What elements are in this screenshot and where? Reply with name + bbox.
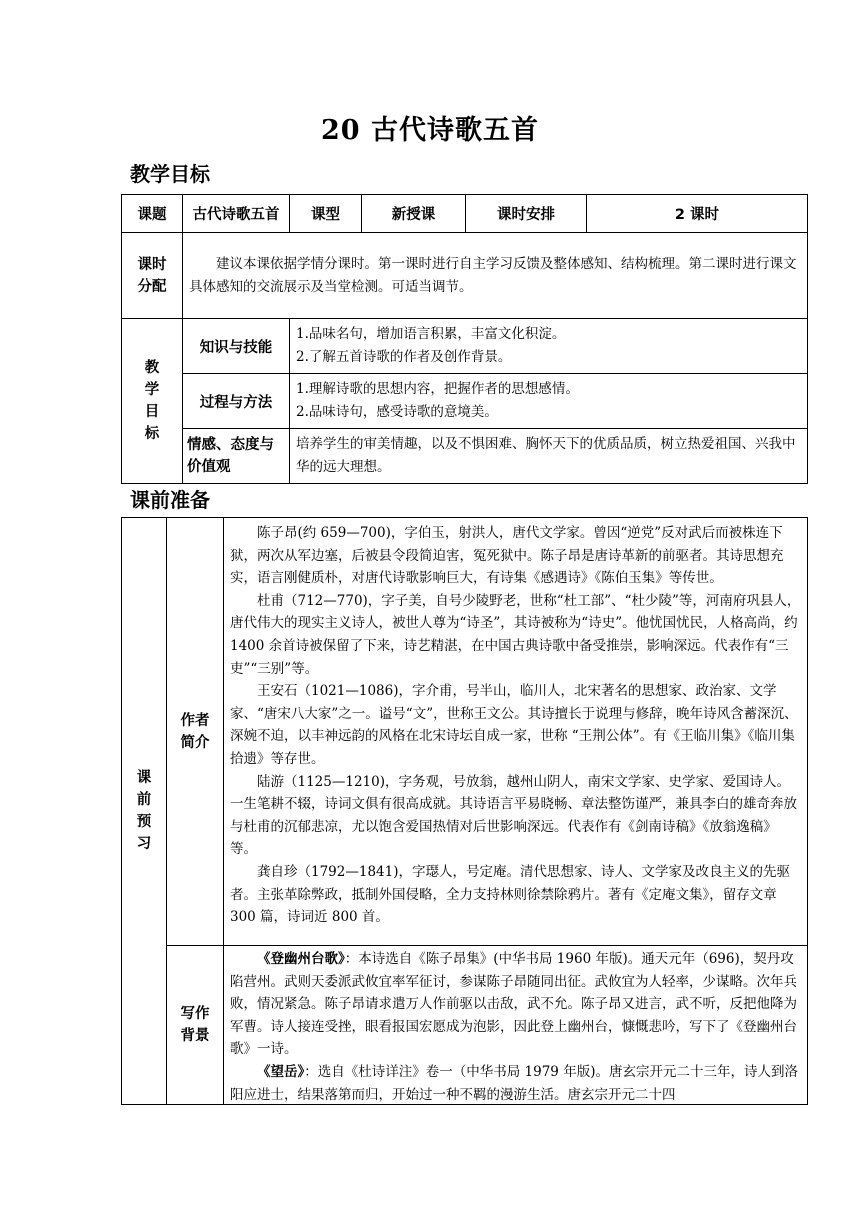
objective-label-process: 过程与方法 [183,374,290,429]
type-value: 新授课 [362,195,466,233]
allocation-label: 课时 分配 [122,233,183,319]
authors-label: 作者 简介 [167,518,224,946]
background-label: 写作 背景 [167,946,224,1105]
section-heading-goals: 教学目标 [130,162,210,186]
allocation-text: 建议本课依据学情分课时。第一课时进行自主学习反馈及整体感知、结构梳理。第二课时进行课文具体感知的交流展示及当堂检测。可适当调节。 [183,233,808,319]
type-key: 课型 [290,195,362,233]
prep-table [121,517,808,1105]
objective-knowledge-text: 1.品味名句，增加语言积累，丰富文化积淀。 2.了解五首诗歌的作者及创作背景。 [290,319,808,374]
objective-label-knowledge: 知识与技能 [183,319,290,374]
background-wangyue: 《望岳》：选自《杜诗详注》卷一（中华书局 1979 年版)。唐玄宗开元二十三年，诗人到洛阳应进士，结果落第而归，开始过一种不羁的漫游生活。唐玄宗开元二十四 [230,1063,798,1103]
author-du-fu: 杜甫（712—770)，字子美，自号少陵野老，世称“杜工部”、“杜少陵”等，河南府巩县人，唐代伟大的现实主义诗人，被世人尊为“诗圣”，其诗被称为“诗史”。他忧国忧民，人格高尚，约 1400 余首诗被保留了下来，诗艺精湛，在中国古典诗歌中备受推崇，影响深远。代表作有“三吏”“三别”等。 [230,592,801,677]
objective-process-text: 1.理解诗歌的思想内容，把握作者的思想感情。 2.品味诗句，感受诗歌的意境美。 [290,374,808,429]
author-chen-ziang: 陈子昂(约 659—700)，字伯玉，射洪人，唐代文学家。曾因“逆党”反对武后而被株连下狱，两次从军边塞，后被县令段简迫害，冤死狱中。陈子昂是唐诗革新的前驱者。其诗思想充实，语言刚健质朴，对唐代诗歌影响巨大，有诗集《感遇诗》《陈伯玉集》等传世。 [230,525,784,587]
background-dengyouzhou: 《登幽州台歌》：本诗选自《陈子昂集》(中华书局 1960 年版)。通天元年（696)，契丹攻陷营州。武则天委派武攸宜率军征讨，参谋陈子昂随同出征。武攸宜为人轻率，少谋略。次年兵败，情况紧急。陈子昂请求遣万人作前驱以击敌，武不允。陈子昂又进言，武不听，反把他降为军曹。诗人接连受挫，眼看报国宏愿成为泡影，因此登上幽州台，慷慨悲吟，写下了《登幽州台歌》一诗。 [230,951,797,1058]
document-title: 20 古代诗歌五首 [321,115,539,146]
objective-label-emotion: 情感、态度与 价值观 [183,429,290,484]
objective-emotion-text: 培养学生的审美情趣，以及不惧困难、胸怀天下的优质品质，树立热爱祖国、兴我中华的远大理想。 [290,429,808,484]
objectives-side-label: 教 学 目 标 [122,319,183,484]
hours-value: 2 课时 [587,195,808,233]
author-lu-you: 陆游（1125—1210)，字务观，号放翁，越州山阴人，南宋文学家、史学家、爱国诗人。一生笔耕不辍，诗词文俱有很高成就。其诗语言平易晓畅、章法整饬谨严，兼具李白的雄奇奔放与杜甫的沉郁悲凉，尤以饱含爱国热情对后世影响深远。代表作有《剑南诗稿》《放翁逸稿》等。 [230,773,797,858]
topic-key: 课题 [122,195,183,233]
hours-key: 课时安排 [466,195,587,233]
goals-table [121,194,808,484]
authors-text [224,518,808,946]
background-text [224,946,808,1105]
section-heading-prep: 课前准备 [130,488,210,512]
topic-value: 古代诗歌五首 [183,195,290,233]
author-wang-anshi: 王安石（1021—1086)，字介甫，号半山，临川人，北宋著名的思想家、政治家、文学家、“唐宋八大家”之一。谥号“文”，世称王文公。其诗擅长于说理与修辞，晚年诗风含蓄深沉、深婉不迫，以丰神远韵的风格在北宋诗坛自成一家，世称 “王荆公体”。有《王临川集》《临川集拾遗》等存世。 [230,683,798,767]
prep-side-label: 课 前 预 习 [122,518,167,1105]
author-gong-zizhen: 龚自珍（1792—1841)，字璱人，号定庵。清代思想家、诗人、文学家及改良主义的先驱者。主张革除弊政，抵制外国侵略，全力支持林则徐禁除鸦片。著有《定庵文集》，留存文章 300 篇，诗词近 800 首。 [230,863,790,926]
